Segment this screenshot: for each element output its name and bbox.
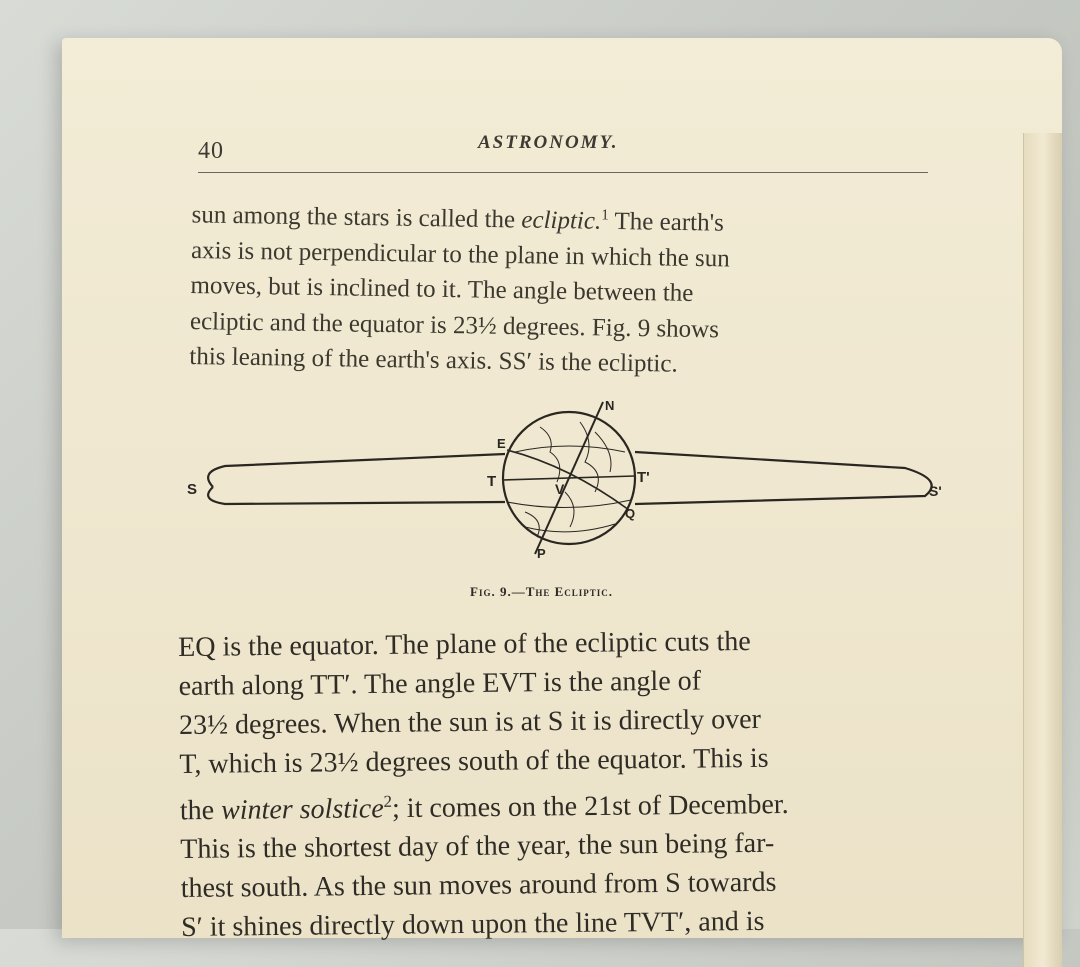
globe-latitudes — [507, 446, 631, 532]
text-line: This is the shortest day of the year, the sun being far- — [180, 828, 775, 866]
page-number: 40 — [198, 138, 224, 164]
label-t: T — [487, 473, 497, 490]
text-line: earth along TT′. The angle EVT is the angle of — [178, 665, 702, 702]
paragraph-top — [189, 192, 731, 383]
page-header — [198, 132, 928, 173]
text-line: ecliptic and the equator is 23½ degrees. Fig. 9 shows — [189, 307, 720, 344]
figure-caption: Fig. 9.—The Ecliptic. — [470, 584, 614, 599]
page-edge — [1023, 133, 1062, 967]
label-s-prime: S' — [929, 483, 942, 499]
label-p: P — [537, 546, 546, 561]
paragraph-bottom — [178, 622, 790, 948]
text-line: sun among the stars is called the ecliptic.$^1$ The earth's — [191, 201, 725, 237]
label-v: V — [555, 481, 565, 497]
text-line: moves, but is inclined to it. The angle between the — [190, 272, 694, 308]
text-line: EQ is the equator. The plane of the ecliptic cuts the — [178, 626, 751, 663]
text-line: 23½ degrees. When the sun is at S it is directly over — [178, 703, 762, 741]
text-line: the winter solstice$^2$; it comes on the 21st of December. — [179, 788, 789, 827]
label-n: N — [605, 398, 615, 413]
label-e: E — [497, 436, 506, 451]
text-line: axis is not perpendicular to the plane in which the sun — [190, 236, 730, 273]
ecliptic-figure — [185, 392, 955, 572]
label-s: S — [187, 481, 198, 498]
text-line: this leaning of the earth's axis. SS′ is the ecliptic. — [189, 343, 678, 378]
text-line: thest south. As the sun moves around from S towards — [180, 867, 777, 905]
label-t-prime: T' — [637, 469, 650, 486]
text-line: T, which is 23½ degrees south of the equator. This is — [179, 742, 769, 780]
text-line: S′ it shines directly down upon the line TVT′, and is — [180, 906, 765, 944]
label-q: Q — [625, 506, 636, 521]
running-head: ASTRONOMY. — [478, 132, 619, 153]
